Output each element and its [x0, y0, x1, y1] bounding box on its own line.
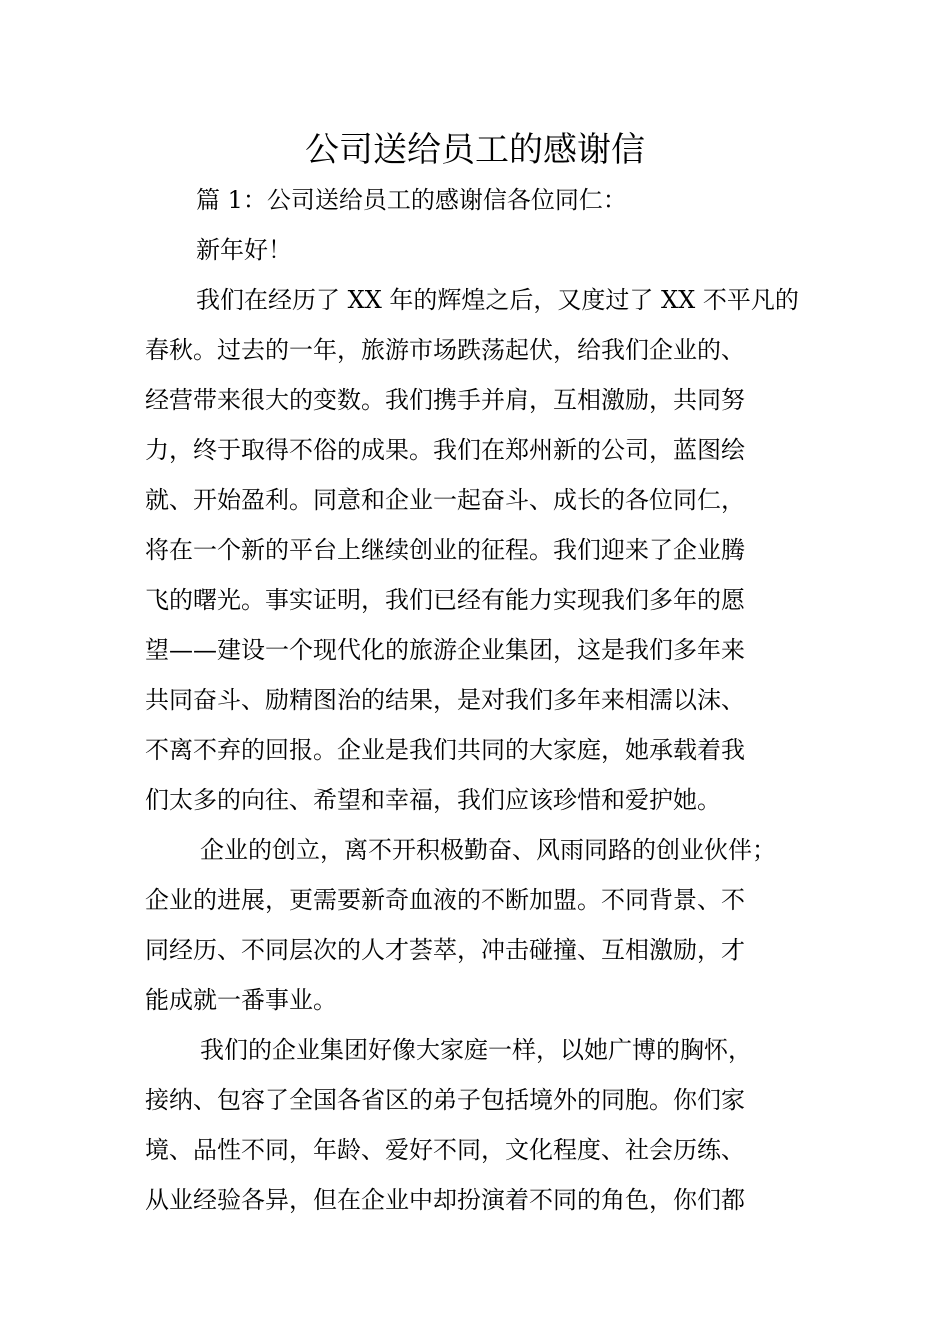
- text-line: 我们的企业集团好像大家庭一样，以她广博的胸怀，: [200, 1036, 752, 1064]
- text-line: 我们在经历了 XX 年的辉煌之后，又度过了 XX 不平凡的: [196, 286, 799, 314]
- text-line: 春秋。过去的一年，旅游市场跌荡起伏，给我们企业的、: [145, 336, 745, 364]
- text-line: 力，终于取得不俗的成果。我们在郑州新的公司，蓝图绘: [145, 436, 745, 464]
- text-line: 篇 1：公司送给员工的感谢信各位同仁：: [196, 186, 627, 214]
- text-line: 企业的进展，更需要新奇血液的不断加盟。不同背景、不: [145, 886, 745, 914]
- text-line: 望——建设一个现代化的旅游企业集团，这是我们多年来: [145, 636, 745, 664]
- text-line: 企业的创立，离不开积极勤奋、风雨同路的创业伙伴；: [200, 836, 776, 864]
- text-line: 新年好！: [196, 236, 292, 264]
- text-line: 不离不弃的回报。企业是我们共同的大家庭，她承载着我: [145, 736, 745, 764]
- text-line: 境、品性不同，年龄、爱好不同，文化程度、社会历练、: [145, 1136, 745, 1164]
- text-line: 经营带来很大的变数。我们携手并肩，互相激励，共同努: [145, 386, 745, 414]
- text-line: 能成就一番事业。: [145, 986, 337, 1014]
- text-line: 接纳、包容了全国各省区的弟子包括境外的同胞。你们家: [145, 1086, 745, 1114]
- text-line: 共同奋斗、励精图治的结果，是对我们多年来相濡以沫、: [145, 686, 745, 714]
- text-line: 同经历、不同层次的人才荟萃，冲击碰撞、互相激励，才: [145, 936, 745, 964]
- text-line: 将在一个新的平台上继续创业的征程。我们迎来了企业腾: [145, 536, 745, 564]
- document-title: 公司送给员工的感谢信: [305, 130, 645, 170]
- text-line: 就、开始盈利。同意和企业一起奋斗、成长的各位同仁，: [145, 486, 745, 514]
- text-line: 飞的曙光。事实证明，我们已经有能力实现我们多年的愿: [145, 586, 745, 614]
- text-line: 们太多的向往、希望和幸福，我们应该珍惜和爱护她。: [145, 786, 721, 814]
- text-line: 从业经验各异，但在企业中却扮演着不同的角色，你们都: [145, 1186, 745, 1214]
